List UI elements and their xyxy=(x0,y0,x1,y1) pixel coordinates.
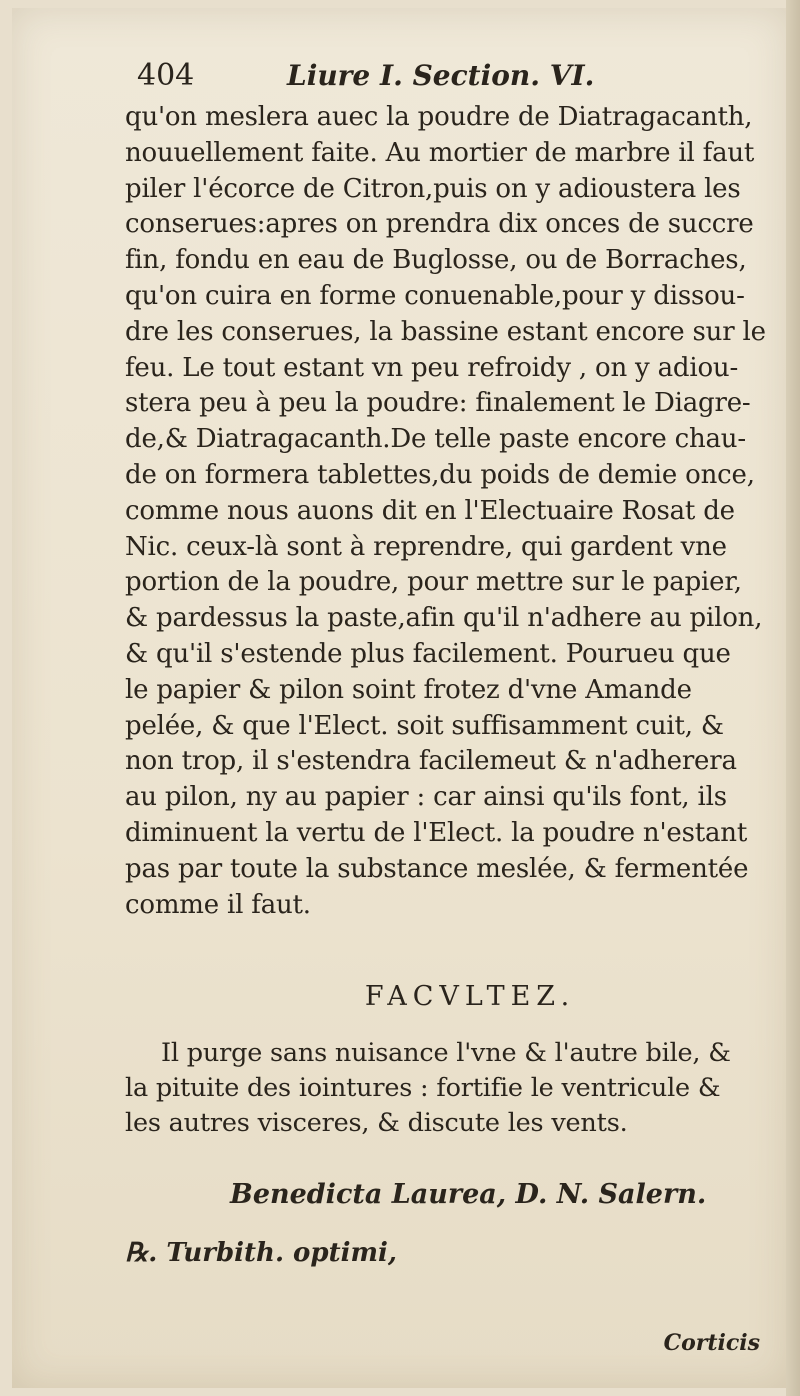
text-line: & pardessus la paste,afin qu'il n'adhere au pilon, xyxy=(125,603,763,634)
text-line: pelée, & que l'Elect. soit suffisamment cuit, & xyxy=(125,710,724,741)
text-line: & qu'il s'estende plus facilement. Pourueu que xyxy=(125,638,731,669)
section-heading: FACVLTEZ. xyxy=(364,981,576,1013)
text-line: de on formera tablettes,du poids de demie once, xyxy=(125,459,755,490)
text-line: le papier & pilon soint frotez d'vne Amande xyxy=(125,674,692,705)
page-content xyxy=(125,58,775,1268)
recipe-author: Benedicta Laurea, D. N. Salern. xyxy=(230,1179,707,1211)
page-number: 404 xyxy=(137,58,195,93)
text-line: dre les conserues, la bassine estant encore sur le xyxy=(125,316,766,347)
text-line: conserues:apres on prendra dix onces de succre xyxy=(125,209,754,240)
text-line: nouuellement faite. Au mortier de marbre il faut xyxy=(125,137,755,168)
text-line: diminuent la vertu de l'Elect. la poudre n'estant xyxy=(125,817,748,848)
facultez-paragraph xyxy=(125,1036,775,1141)
text-line: Nic. ceux-là sont à reprendre, qui gardent vne xyxy=(125,531,727,562)
text-line: qu'on meslera auec la poudre de Diatragacanth, xyxy=(125,102,753,132)
recipe-line: ℞. Turbith. optimi, xyxy=(125,1238,397,1269)
text-line: au pilon, ny au papier : car ainsi qu'ils font, ils xyxy=(125,782,727,813)
catchword: Corticis xyxy=(663,1330,760,1356)
text-line: feu. Le tout estant vn peu refroidy , on y adiou- xyxy=(125,352,739,383)
text-line: portion de la poudre, pour mettre sur le papier, xyxy=(125,567,742,598)
text-line: qu'on cuira en forme conuenable,pour y dissou- xyxy=(125,280,745,311)
page-header xyxy=(125,58,775,100)
text-line: la pituite des iointures : fortifie le ventricule & xyxy=(125,1073,721,1104)
text-line: comme il faut. xyxy=(125,889,311,920)
page-edge xyxy=(786,0,800,1396)
text-line: non trop, il s'estendra facilemeut & n'adherera xyxy=(125,746,737,777)
text-line: les autres visceres, & discute les vents. xyxy=(125,1108,628,1139)
text-line: Il purge sans nuisance l'vne & l'autre bile, & xyxy=(161,1038,731,1069)
text-line: comme nous auons dit en l'Electuaire Rosat de xyxy=(125,495,735,526)
text-line: fin, fondu en eau de Buglosse, ou de Borraches, xyxy=(125,245,747,276)
running-title: Liure I. Section. VI. xyxy=(287,59,595,92)
text-line: piler l'écorce de Citron,puis on y adioustera les xyxy=(125,173,741,204)
text-line: stera peu à peu la poudre: finalement le Diagre- xyxy=(125,388,751,419)
main-paragraph xyxy=(125,100,775,923)
text-line: pas par toute la substance meslée, & fermentée xyxy=(125,853,749,884)
text-line: de,& Diatragacanth.De telle paste encore chau- xyxy=(125,424,746,455)
